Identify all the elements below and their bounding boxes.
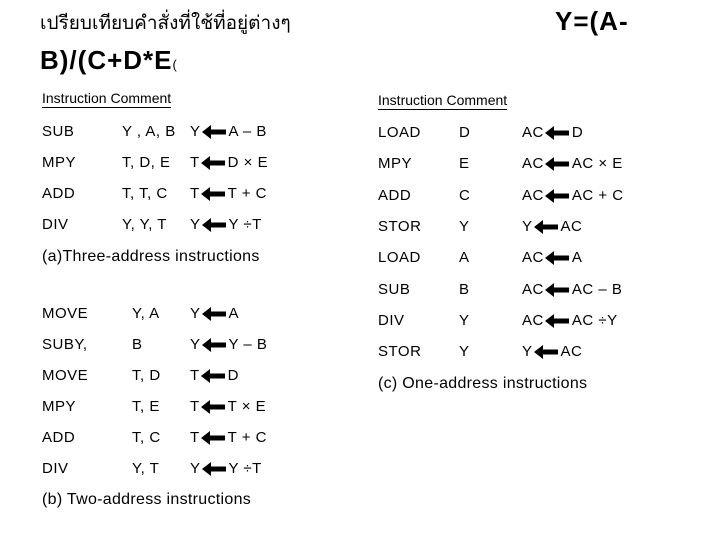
comment [522,152,623,176]
comment [190,333,267,357]
comment-expression: T + C [227,429,267,446]
left-arrow-icon [202,462,226,476]
comment [190,182,267,206]
formula-tail: ( [172,57,177,72]
comment-expression: A – B [228,123,267,140]
comment-expression: D [227,367,240,384]
comment-expression: AC [560,343,583,361]
operands: Y [459,217,470,235]
opcode: STOR [378,343,422,361]
comment-expression: A [571,249,583,267]
left-arrow-icon [201,400,225,414]
comment-expression: AC – B [571,280,623,298]
two-address-caption: (b) Two-address instructions [42,491,252,508]
left-arrow-icon [201,187,225,201]
opcode: SUBY, [42,336,88,353]
left-arrow-icon [201,156,225,170]
comment-expression: Y – B [228,336,268,353]
left-arrow-icon [545,314,569,328]
comment-expression: T + C [227,185,267,202]
left-arrow-icon [201,431,225,445]
comment [190,302,239,326]
opcode: MOVE [42,367,89,384]
comment [522,184,624,208]
opcode: STOR [378,217,422,235]
comment-expression: D [571,124,584,141]
slide-title-thai: เปรียบเทียบคำสั่งที่ใช้ที่อยู่ต่างๆ [40,12,291,34]
opcode: MPY [42,154,77,171]
opcode: DIV [42,216,69,233]
operands: T, C [132,429,161,446]
comment-dest: T [190,154,200,171]
comment [522,309,618,333]
comment-dest: AC [522,124,544,141]
comment-expression: D × E [227,154,269,171]
formula-line-2-text: B)/(C+D*E [40,45,173,75]
comment [190,213,262,237]
opcode: SUB [378,280,411,298]
operands: T, T, C [122,185,168,202]
left-arrow-icon [202,218,226,232]
left-arrow-icon [202,338,226,352]
operands: T, D, E [122,154,171,171]
left-arrow-icon [545,251,569,265]
comment [522,121,583,145]
comment [190,120,267,144]
comment-expression: A [228,305,240,322]
comment-expression: T × E [227,398,267,415]
comment [190,364,239,388]
opcode: MPY [42,398,77,415]
operands: T, E [132,398,160,415]
formula-line-2 [40,45,177,76]
comment-dest: AC [522,280,544,298]
operands: Y , A, B [122,123,176,140]
left-arrow-icon [202,125,226,139]
comment-dest: T [190,185,200,202]
left-arrow-icon [202,307,226,321]
comment-expression: AC × E [571,155,623,173]
comment-dest: Y [190,336,201,353]
comment-dest: Y [190,216,201,233]
opcode: ADD [42,429,76,446]
operands: Y [459,343,470,361]
comment-expression: AC + C [571,186,624,204]
comment [190,457,262,481]
comment-dest: AC [522,249,544,267]
comment-dest: Y [190,460,201,477]
comment [522,340,582,364]
comment-dest: Y [190,123,201,140]
opcode: ADD [378,186,412,204]
operands: C [459,186,471,204]
comment-dest: T [190,429,200,446]
comment-expression: AC ÷Y [571,311,618,329]
operands: T, D [132,367,161,384]
comment-dest: T [190,367,200,384]
left-arrow-icon [534,345,558,359]
left-arrow-icon [545,189,569,203]
comment-expression: Y ÷T [228,460,262,477]
three-address-caption: (a)Three-address instructions [42,248,260,265]
operands: D [459,124,471,141]
comment-dest: Y [522,343,533,361]
opcode: ADD [42,185,76,202]
left-arrow-icon [201,369,225,383]
comment-dest: AC [522,311,544,329]
one-address-caption: (c) One-address instructions [378,375,588,392]
comment-dest: AC [522,155,544,173]
opcode: DIV [42,460,69,477]
comment-dest: Y [190,305,201,322]
operands: A [459,249,470,267]
operands: Y, A [132,305,160,322]
left-arrow-icon [545,283,569,297]
opcode: MPY [378,155,413,173]
opcode: SUB [42,123,75,140]
comment-dest: Y [522,217,533,235]
operands: E [459,155,470,173]
one-address-header: Instruction Comment [378,92,508,108]
left-arrow-icon [534,220,558,234]
three-address-header: Instruction Comment [42,90,172,106]
opcode: LOAD [378,124,421,141]
left-arrow-icon [545,157,569,171]
operands: Y, Y, T [122,216,167,233]
comment [190,151,268,175]
comment [522,278,622,302]
comment-expression: AC [560,217,583,235]
formula-line-1: Y=(A- [555,6,629,36]
operands: Y, T [132,460,160,477]
opcode: DIV [378,311,405,329]
operands: B [132,336,143,353]
comment-dest: T [190,398,200,415]
comment-dest: AC [522,186,544,204]
operands: B [459,280,470,298]
opcode: LOAD [378,249,421,267]
comment [522,246,582,270]
opcode: MOVE [42,305,89,322]
comment [190,426,267,450]
comment [190,395,266,419]
operands: Y [459,311,470,329]
left-arrow-icon [545,126,569,140]
comment-expression: Y ÷T [228,216,262,233]
comment [522,215,582,239]
